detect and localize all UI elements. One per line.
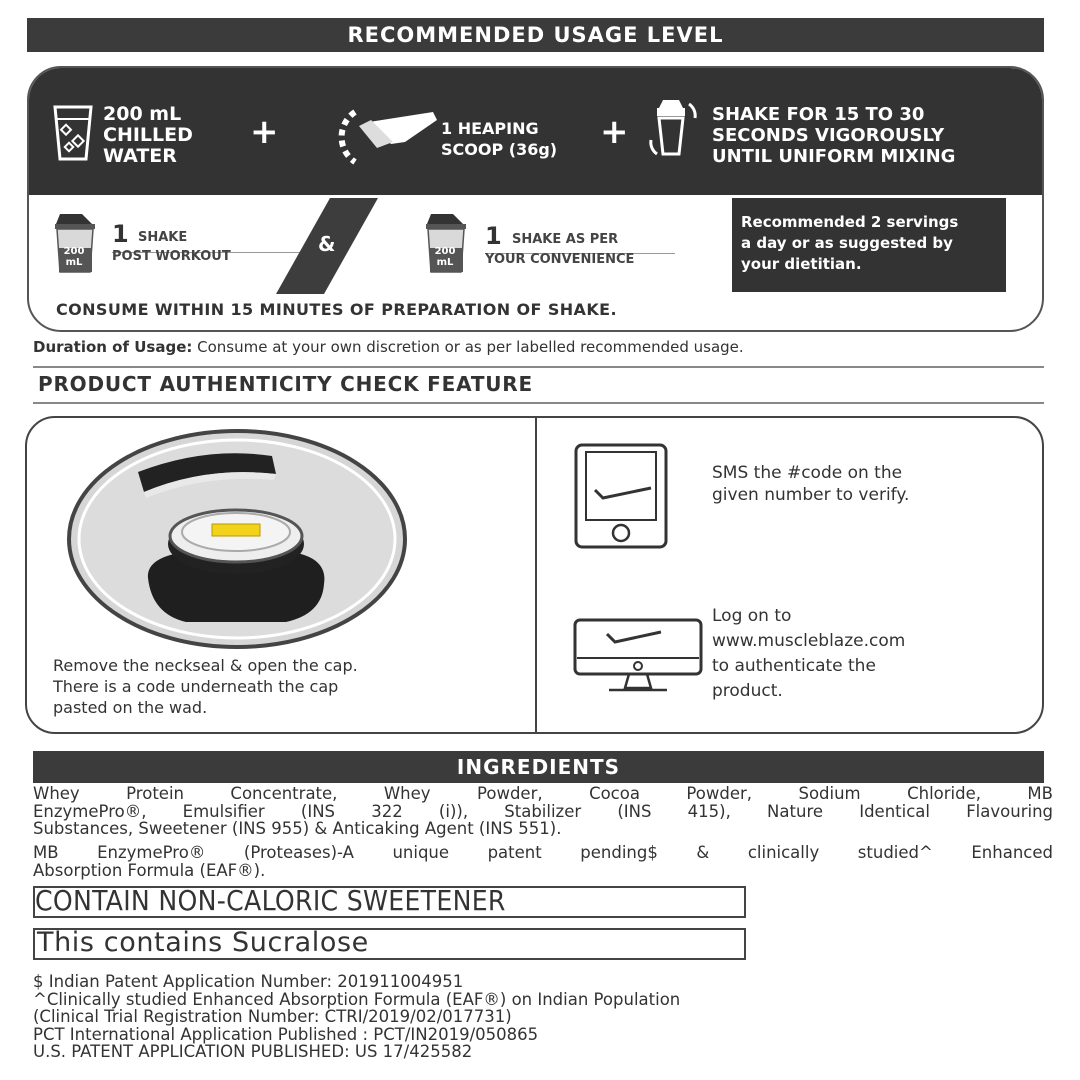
ingredients-line1: Whey Protein Concentrate, Whey Powder, Cocoa Powder, Sodium Chloride, MB <box>33 784 1053 803</box>
consume-note: CONSUME WITHIN 15 MINUTES OF PREPARATION OF SHAKE. <box>56 300 617 319</box>
authenticity-rule-bottom <box>33 402 1044 404</box>
sms-line1: SMS the #code on the <box>712 463 903 483</box>
shake1-sub: POST WORKOUT <box>112 249 231 264</box>
cup-label-1 <box>57 246 91 268</box>
enzyme-text <box>33 844 1053 879</box>
sms-instructions <box>712 462 909 506</box>
recommendation-line3: your dietitian. <box>741 255 862 273</box>
footnote-patent-india: $ Indian Patent Application Number: 201911004951 <box>33 972 464 991</box>
water-glass-icon <box>52 104 94 162</box>
step-scoop-text <box>441 118 557 160</box>
step-water-line2: CHILLED <box>103 124 193 146</box>
shake2-label: SHAKE AS PER <box>512 232 619 247</box>
step-shake-line2: SECONDS VIGOROUSLY <box>712 125 945 146</box>
sms-line2: given number to verify. <box>712 485 910 505</box>
duration-text: Consume at your own discretion or as per labelled recommended usage. <box>192 338 744 356</box>
step-water-line3: WATER <box>103 145 177 167</box>
plus-sign-2: + <box>600 112 629 152</box>
shaker-icon <box>645 96 701 162</box>
plus-sign-1: + <box>250 112 279 152</box>
web-line4: product. <box>712 681 783 701</box>
usage-title: RECOMMENDED USAGE LEVEL <box>347 23 724 47</box>
web-instructions <box>712 604 905 704</box>
authenticity-title: PRODUCT AUTHENTICITY CHECK FEATURE <box>38 372 533 396</box>
ingredients-title-bar <box>33 751 1044 783</box>
enzyme-line1: MB EnzymePro® (Proteases)-A unique patent pending$ & clinically studied^ Enhanced <box>33 843 1053 862</box>
neckseal-line1: Remove the neckseal & open the cap. <box>53 656 358 675</box>
ingredients-title: INGREDIENTS <box>456 755 621 779</box>
recommendation-box <box>732 198 1006 292</box>
step-scoop-line2: SCOOP (36g) <box>441 140 558 159</box>
web-line3: to authenticate the <box>712 656 876 676</box>
ingredients-line2: EnzymePro®, Emulsifier (INS 322 (i)), Stabilizer (INS 415), Nature Identical Flavouring <box>33 801 1053 821</box>
sucralose-warning: This contains Sucralose <box>37 927 369 958</box>
step-water-text <box>103 104 193 167</box>
step-shake-text <box>712 104 955 167</box>
shake2-sub: YOUR CONVENIENCE <box>485 252 635 267</box>
step-shake-line1: SHAKE FOR 15 TO 30 <box>712 104 925 125</box>
monitor-icon <box>573 618 703 692</box>
enzyme-line2: Absorption Formula (EAF®). <box>33 860 266 880</box>
usage-title-bar <box>27 18 1044 52</box>
sweetener-warning: CONTAIN NON-CALORIC SWEETENER <box>35 884 506 917</box>
shake1-num: 1 <box>112 220 129 248</box>
shake1-label: SHAKE <box>138 230 188 245</box>
footnote-clinical: ^Clinically studied Enhanced Absorption Formula (EAF®) on Indian Population <box>33 989 681 1009</box>
cup-label-1-a: 200 <box>63 246 85 257</box>
shake2-num: 1 <box>485 222 502 250</box>
ampersand-sign: & <box>318 232 336 256</box>
authenticity-rule-top <box>33 366 1044 368</box>
recommendation-line2: a day or as suggested by <box>741 234 953 252</box>
duration-of-usage <box>33 338 744 356</box>
neckseal-line2: There is a code underneath the cap <box>53 677 339 696</box>
website-link[interactable]: www.muscleblaze.com <box>712 631 906 651</box>
ingredients-line3: Substances, Sweetener (INS 955) & Anticaking Agent (INS 551). <box>33 819 562 838</box>
step-water-qty: 200 mL <box>103 103 182 125</box>
web-line1: Log on to <box>712 606 792 626</box>
step-scoop-line1: 1 HEAPING <box>441 119 539 138</box>
cup-label-2-b: mL <box>436 257 454 268</box>
footnote-us-patent: U.S. PATENT APPLICATION PUBLISHED: US 17/425582 <box>33 1042 473 1061</box>
authenticity-divider <box>535 416 537 734</box>
scoop-icon <box>333 100 445 168</box>
cup-label-2 <box>428 246 462 268</box>
ingredients-text <box>33 785 1053 838</box>
phone-icon <box>573 442 669 550</box>
recommendation-line1: Recommended 2 servings <box>741 213 959 231</box>
patent-footnotes <box>33 973 680 1061</box>
cup-label-2-a: 200 <box>434 246 456 257</box>
tub-cap-illustration <box>66 428 408 650</box>
footnote-ctri: (Clinical Trial Registration Number: CTRI/2019/02/017731) <box>33 1007 512 1026</box>
footnote-pct: PCT International Application Published : PCT/IN2019/050865 <box>33 1024 539 1044</box>
neckseal-line3: pasted on the wad. <box>53 698 208 717</box>
cup-label-1-b: mL <box>65 257 83 268</box>
duration-label: Duration of Usage: <box>33 338 193 356</box>
neckseal-instructions <box>53 655 358 718</box>
step-shake-line3: UNTIL UNIFORM MIXING <box>712 146 956 167</box>
